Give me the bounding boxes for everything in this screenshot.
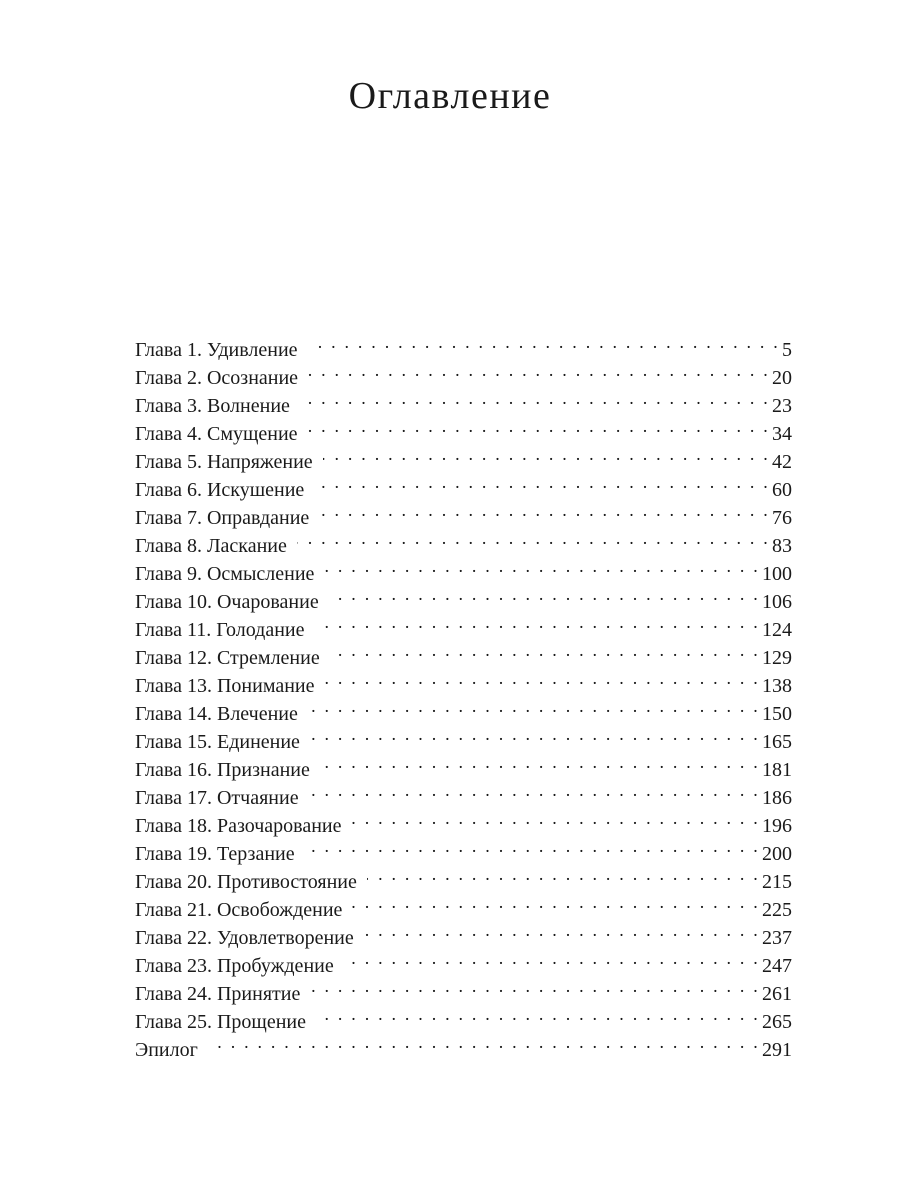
toc-entry-page-number: 291: [762, 1039, 792, 1061]
toc-dot-leader: [352, 804, 760, 832]
toc-entry-page-number: 196: [762, 815, 792, 837]
table-of-contents: [135, 328, 792, 1061]
toc-entry-title: Глава 24. Принятие: [135, 983, 301, 1005]
toc-dot-leader: [325, 664, 760, 692]
toc-entry-page-number: 5: [782, 339, 792, 361]
toc-dot-leader: [330, 636, 760, 664]
toc-entry-title: Глава 18. Разочарование: [135, 815, 342, 837]
toc-entry-page-number: 23: [772, 395, 792, 417]
toc-entry-page-number: 34: [772, 423, 792, 445]
toc-entry-page-number: 83: [772, 535, 792, 557]
toc-dot-leader: [310, 972, 760, 1000]
toc-entry-page-number: 165: [762, 731, 792, 753]
toc-entry-page-number: 215: [762, 871, 792, 893]
toc-dot-leader: [316, 1000, 760, 1028]
toc-dot-leader: [308, 692, 760, 720]
toc-entry-page-number: 20: [772, 367, 792, 389]
toc-dot-leader: [309, 776, 760, 804]
toc-entry-title: Глава 15. Единение: [135, 731, 300, 753]
toc-entry-page-number: 265: [762, 1011, 792, 1033]
toc-entry-title: Глава 23. Пробуждение: [135, 955, 334, 977]
toc-entry-title: Глава 5. Напряжение: [135, 451, 313, 473]
toc-dot-leader: [344, 944, 760, 972]
toc-dot-leader: [320, 748, 760, 776]
toc-entry[interactable]: [135, 328, 792, 361]
toc-entry-title: Глава 14. Влечение: [135, 703, 298, 725]
toc-entry-title: Глава 19. Терзание: [135, 843, 295, 865]
toc-dot-leader: [208, 1028, 760, 1056]
toc-dot-leader: [323, 440, 770, 468]
toc-dot-leader: [352, 888, 760, 916]
toc-entry-page-number: 100: [762, 563, 792, 585]
toc-dot-leader: [324, 552, 760, 580]
toc-entry-page-number: 181: [762, 759, 792, 781]
toc-entry-title: Глава 25. Прощение: [135, 1011, 306, 1033]
toc-entry-title: Глава 4. Смущение: [135, 423, 298, 445]
toc-dot-leader: [305, 832, 760, 860]
toc-entry-page-number: 186: [762, 787, 792, 809]
toc-dot-leader: [308, 356, 770, 384]
toc-entry-title: Глава 6. Искушение: [135, 479, 305, 501]
toc-dot-leader: [319, 496, 770, 524]
toc-entry-page-number: 200: [762, 843, 792, 865]
toc-entry-title: Глава 7. Оправдание: [135, 507, 310, 529]
toc-entry-page-number: 42: [772, 451, 792, 473]
toc-entry-title: Глава 17. Отчаяние: [135, 787, 299, 809]
toc-dot-leader: [315, 608, 760, 636]
toc-dot-leader: [310, 720, 760, 748]
toc-dot-leader: [297, 524, 770, 552]
toc-entry-title: Эпилог: [135, 1039, 198, 1061]
toc-dot-leader: [300, 384, 770, 412]
toc-entry-title: Глава 21. Освобождение: [135, 899, 343, 921]
toc-dot-leader: [314, 468, 770, 496]
toc-entry-page-number: 124: [762, 619, 792, 641]
toc-dot-leader: [367, 860, 760, 888]
toc-entry-page-number: 129: [762, 647, 792, 669]
toc-entry-title: Глава 12. Стремление: [135, 647, 320, 669]
toc-entry-title: Глава 10. Очарование: [135, 591, 319, 613]
toc-entry-title: Глава 8. Ласкание: [135, 535, 287, 557]
toc-entry-page-number: 138: [762, 675, 792, 697]
toc-entry-title: Глава 2. Осознание: [135, 367, 299, 389]
toc-entry-page-number: 76: [772, 507, 792, 529]
toc-entry-title: Глава 1. Удивление: [135, 339, 298, 361]
page-title: Оглавление: [348, 75, 552, 117]
toc-entry-title: Глава 16. Признание: [135, 759, 310, 781]
toc-entry-page-number: 225: [762, 899, 792, 921]
toc-dot-leader: [308, 412, 770, 440]
toc-entry-page-number: 247: [762, 955, 792, 977]
toc-entry-title: Глава 13. Понимание: [135, 675, 315, 697]
toc-entry-title: Глава 3. Волнение: [135, 395, 290, 417]
toc-entry-title: Глава 22. Удовлетворение: [135, 927, 354, 949]
toc-entry-page-number: 237: [762, 927, 792, 949]
toc-entry-title: Глава 9. Осмысление: [135, 563, 315, 585]
toc-entry[interactable]: [135, 1028, 792, 1061]
toc-dot-leader: [329, 580, 760, 608]
toc-entry-page-number: 106: [762, 591, 792, 613]
toc-entry-title: Глава 20. Противостояние: [135, 871, 357, 893]
toc-dot-leader: [364, 916, 760, 944]
toc-entry-page-number: 150: [762, 703, 792, 725]
toc-entry-title: Глава 11. Голодание: [135, 619, 305, 641]
toc-entry-page-number: 60: [772, 479, 792, 501]
toc-dot-leader: [308, 328, 780, 356]
toc-entry-page-number: 261: [762, 983, 792, 1005]
